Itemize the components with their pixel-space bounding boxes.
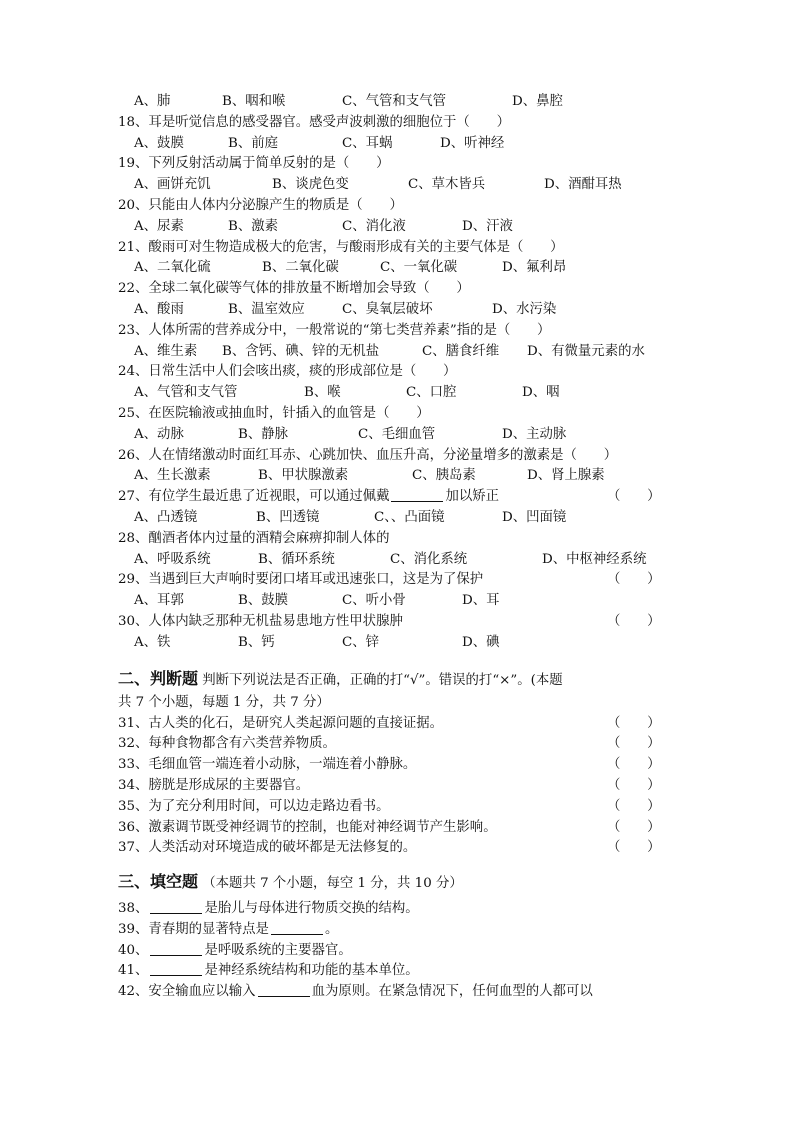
option-b: B、温室效应 bbox=[228, 301, 305, 317]
judge-text: 37、人类活动对环境造成的破坏都是无法修复的。 bbox=[118, 840, 417, 856]
option-b: B、静脉 bbox=[238, 426, 289, 442]
fill-text-before: 40、 bbox=[118, 942, 149, 958]
question-20: 20、只能由人体内分泌腺产生的物质是（ ） bbox=[118, 197, 403, 213]
option-a: A、肺 bbox=[134, 94, 171, 109]
option-c: C、气管和支气管 bbox=[342, 94, 446, 109]
option-a: A、酸雨 bbox=[134, 301, 184, 317]
question-27-text-before: 27、有位学生最近患了近视眼，可以通过佩戴 bbox=[118, 489, 390, 505]
option-d: D、肾上腺素 bbox=[527, 468, 605, 484]
judge-item-35 bbox=[0, 797, 794, 818]
option-c: C、胰岛素 bbox=[412, 468, 476, 484]
answer-parentheses[interactable]: （ ） bbox=[607, 613, 661, 629]
section-2-title: 二、判断题 bbox=[118, 668, 199, 688]
judge-item-34 bbox=[0, 776, 794, 797]
exam-sheet bbox=[0, 92, 794, 1003]
option-c: C、锌 bbox=[342, 634, 380, 650]
options-row-19 bbox=[0, 175, 794, 196]
question-27 bbox=[0, 487, 794, 508]
option-a: A、凸透镜 bbox=[134, 509, 198, 525]
option-a: A、耳郭 bbox=[134, 593, 184, 609]
option-a: A、铁 bbox=[134, 634, 171, 650]
option-c: C、毛细血管 bbox=[358, 426, 436, 442]
fill-text-after: 是神经系统结构和功能的基本单位。 bbox=[204, 963, 419, 979]
judge-item-33 bbox=[0, 755, 794, 776]
option-d: D、氟利昂 bbox=[502, 260, 567, 276]
option-c: C、草木皆兵 bbox=[408, 177, 486, 193]
option-d: D、碘 bbox=[462, 634, 500, 650]
question-22: 22、全球二氧化碳等气体的排放量不断增加会导致（ ） bbox=[118, 281, 470, 297]
option-a: A、画饼充饥 bbox=[134, 177, 211, 193]
answer-parentheses[interactable]: （ ） bbox=[607, 798, 661, 814]
answer-parentheses[interactable]: （ ） bbox=[607, 715, 661, 731]
option-b: B、咽和喉 bbox=[222, 94, 286, 109]
option-b: B、循环系统 bbox=[258, 551, 335, 567]
options-row-29 bbox=[0, 591, 794, 612]
answer-blank[interactable] bbox=[150, 899, 202, 914]
section-2-desc: 判断下列说法是否正确，正确的打“√”。错误的打“×”。(本题 bbox=[202, 672, 563, 688]
judge-text: 32、每种食物都含有六类营养物质。 bbox=[118, 736, 336, 752]
question-25: 25、在医院输液或抽血时，针插入的血管是（ ） bbox=[118, 405, 430, 421]
question-23: 23、人体所需的营养成分中，一般常说的“第七类营养素”指的是（ ） bbox=[118, 322, 551, 338]
question-27-text-after: 加以矫正 bbox=[445, 489, 500, 505]
option-c: C、耳蜗 bbox=[342, 135, 393, 151]
option-a: A、鼓膜 bbox=[134, 135, 184, 151]
judge-item-31 bbox=[0, 714, 794, 735]
option-a: A、生长激素 bbox=[134, 468, 211, 484]
question-30-text: 30、人体内缺乏那种无机盐易患地方性甲状腺肿 bbox=[118, 613, 403, 629]
question-21: 21、酸雨可对生物造成极大的危害，与酸雨形成有关的主要气体是（ ） bbox=[118, 239, 564, 255]
fill-text-before: 41、 bbox=[118, 963, 149, 979]
fill-item-42 bbox=[0, 982, 794, 1003]
option-d: D、耳 bbox=[462, 593, 500, 609]
answer-blank[interactable] bbox=[150, 961, 202, 976]
option-a: A、二氧化硫 bbox=[134, 260, 211, 276]
option-d: D、水污染 bbox=[492, 301, 557, 317]
fill-text-before: 42、安全输血应以输入 bbox=[118, 984, 256, 1000]
answer-parentheses[interactable]: （ ） bbox=[607, 489, 661, 505]
options-row-21 bbox=[0, 258, 794, 279]
option-d: D、听神经 bbox=[440, 135, 505, 151]
option-b: B、含钙、碘、锌的无机盐 bbox=[222, 343, 380, 359]
options-row-27 bbox=[0, 508, 794, 529]
option-c: C、听小骨 bbox=[342, 593, 406, 609]
option-d: D、汗液 bbox=[462, 218, 513, 234]
option-b: B、前庭 bbox=[228, 135, 279, 151]
section-3-desc: （本题共 7 个小题，每空 1 分，共 10 分） bbox=[202, 876, 463, 892]
judge-text: 35、为了充分利用时间，可以边走路边看书。 bbox=[118, 798, 390, 814]
question-29-text: 29、当遇到巨大声响时要闭口堵耳或迅速张口，这是为了保护 bbox=[118, 572, 484, 588]
option-d: D、凹面镜 bbox=[502, 509, 567, 525]
fill-text-before: 38、 bbox=[118, 901, 149, 917]
answer-parentheses[interactable]: （ ） bbox=[607, 572, 661, 588]
options-row-26 bbox=[0, 466, 794, 487]
fill-text-after: 是呼吸系统的主要器官。 bbox=[204, 942, 352, 958]
option-a: A、动脉 bbox=[134, 426, 184, 442]
option-b: B、甲状腺激素 bbox=[258, 468, 349, 484]
option-d: D、中枢神经系统 bbox=[542, 551, 647, 567]
option-c: C、、凸面镜 bbox=[374, 509, 445, 525]
fill-item-39 bbox=[0, 920, 794, 941]
option-b: B、激素 bbox=[228, 218, 279, 234]
answer-blank[interactable] bbox=[258, 982, 310, 997]
option-c: C、消化液 bbox=[342, 218, 406, 234]
option-d: D、酒酣耳热 bbox=[544, 177, 622, 193]
question-19: 19、下列反射活动属于简单反射的是（ ） bbox=[118, 156, 390, 172]
judge-item-32 bbox=[0, 734, 794, 755]
question-24: 24、日常生活中人们会咳出痰，痰的形成部位是（ ） bbox=[118, 364, 457, 380]
options-row-24 bbox=[0, 383, 794, 404]
fill-item-38 bbox=[0, 899, 794, 920]
fill-text-before: 39、青春期的显著特点是 bbox=[118, 921, 269, 937]
options-row-20 bbox=[0, 217, 794, 238]
option-d: D、主动脉 bbox=[502, 426, 567, 442]
question-28: 28、酗酒者体内过量的酒精会麻痹抑制人体的 bbox=[118, 530, 390, 546]
judge-text: 34、膀胱是形成尿的主要器官。 bbox=[118, 777, 310, 793]
fill-text-after: 。 bbox=[324, 921, 339, 937]
fill-text-after: 血为原则。在紧急情况下，任何血型的人都可以 bbox=[311, 984, 593, 1000]
options-row-17 bbox=[0, 92, 794, 113]
judge-item-37 bbox=[0, 838, 794, 859]
options-row-28 bbox=[0, 550, 794, 571]
section-3-header bbox=[0, 869, 794, 895]
option-a: A、维生素 bbox=[134, 343, 198, 359]
option-c: C、臭氧层破坏 bbox=[342, 301, 433, 317]
option-b: B、钙 bbox=[238, 634, 275, 650]
option-a: A、气管和支气管 bbox=[134, 385, 238, 401]
options-row-30 bbox=[0, 633, 794, 654]
option-b: B、谈虎色变 bbox=[272, 177, 349, 193]
fill-item-41 bbox=[0, 961, 794, 982]
option-d: D、鼻腔 bbox=[512, 94, 563, 109]
answer-parentheses[interactable]: （ ） bbox=[607, 757, 661, 773]
option-d: D、有微量元素的水 bbox=[527, 343, 645, 359]
options-row-22 bbox=[0, 300, 794, 321]
options-row-25 bbox=[0, 425, 794, 446]
judge-item-36 bbox=[0, 818, 794, 839]
question-18: 18、耳是听觉信息的感受器官。感受声波刺激的细胞位于（ ） bbox=[118, 114, 510, 130]
question-26: 26、人在情绪激动时面红耳赤、心跳加快、血压升高，分泌量增多的激素是（ ） bbox=[118, 447, 618, 463]
option-c: C、膳食纤维 bbox=[422, 343, 500, 359]
judge-text: 31、古人类的化石，是研究人类起源问题的直接证据。 bbox=[118, 715, 444, 731]
fill-text-after: 是胎儿与母体进行物质交换的结构。 bbox=[204, 901, 419, 917]
option-c: C、口腔 bbox=[406, 385, 457, 401]
fill-item-40 bbox=[0, 941, 794, 962]
section-2-header bbox=[0, 666, 794, 692]
answer-parentheses[interactable]: （ ） bbox=[607, 819, 661, 835]
option-d: D、咽 bbox=[522, 385, 560, 401]
question-30 bbox=[0, 612, 794, 633]
answer-parentheses[interactable]: （ ） bbox=[607, 840, 661, 856]
answer-parentheses[interactable]: （ ） bbox=[607, 777, 661, 793]
option-c: C、消化系统 bbox=[390, 551, 468, 567]
answer-blank[interactable] bbox=[391, 487, 443, 502]
options-row-23 bbox=[0, 342, 794, 363]
section-3-title: 三、填空题 bbox=[118, 872, 199, 892]
answer-blank[interactable] bbox=[271, 920, 323, 935]
answer-parentheses[interactable]: （ ） bbox=[607, 736, 661, 752]
judge-text: 33、毛细血管一端连着小动脉，一端连着小静脉。 bbox=[118, 757, 417, 773]
answer-blank[interactable] bbox=[150, 941, 202, 956]
option-b: B、二氧化碳 bbox=[262, 260, 339, 276]
option-b: B、凹透镜 bbox=[256, 509, 320, 525]
judge-text: 36、激素调节既受神经调节的控制，也能对神经调节产生影响。 bbox=[118, 819, 497, 835]
option-b: B、喉 bbox=[304, 385, 341, 401]
option-a: A、尿素 bbox=[134, 218, 184, 234]
options-row-18 bbox=[0, 134, 794, 155]
option-a: A、呼吸系统 bbox=[134, 551, 211, 567]
option-b: B、鼓膜 bbox=[238, 593, 289, 609]
question-29 bbox=[0, 570, 794, 591]
option-c: C、一氧化碳 bbox=[380, 260, 458, 276]
section-2-desc-line2: 共 7 个小题，每题 1 分，共 7 分） bbox=[118, 694, 330, 710]
